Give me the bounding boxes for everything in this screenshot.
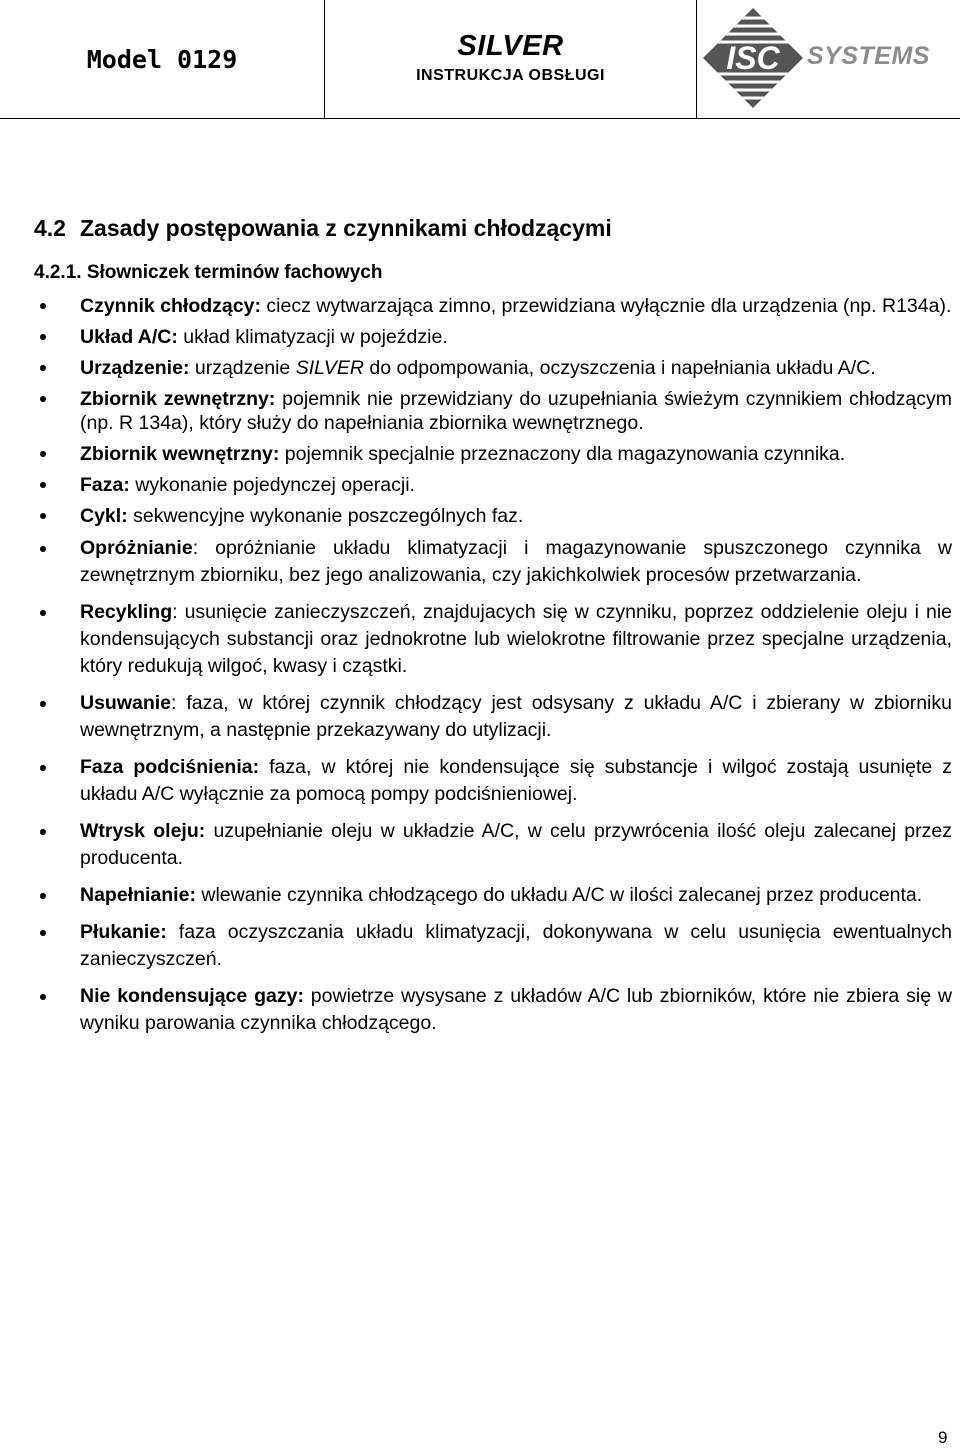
glossary-definition: : faza, w której czynnik chłodzący jest odsysany z układu A/C i zbierany w zbiorniku wewnętrznym, a następnie przekazywany do utylizacji.: [80, 692, 952, 741]
glossary-term: Napełnianie:: [80, 884, 196, 906]
glossary-item: [34, 690, 952, 744]
section-heading: [34, 208, 952, 248]
glossary-definition: ciecz wytwarzająca zimno, przewidziana wyłącznie dla urządzenia (np. R134a).: [260, 295, 952, 317]
glossary-term: Faza:: [80, 474, 130, 496]
glossary-definition: : usunięcie zanieczyszczeń, znajdujacych się w czynniku, poprzez oddzielenie oleju i nie kondensujących substancji oraz jednokrotne lub wielokrotne filtrowanie przez specjalne urządzenia, który redukują wilgoć, kwasy i cząstki.: [80, 601, 952, 677]
glossary-item: [34, 473, 952, 497]
glossary-item: [34, 356, 952, 380]
glossary-term: Układ A/C:: [80, 326, 178, 348]
glossary-term: Czynnik chłodzący:: [80, 295, 261, 317]
glossary-definition: sekwencyjne wykonanie poszczególnych faz.: [127, 505, 524, 527]
model-cell: [0, 0, 325, 118]
glossary-product-name: SILVER: [295, 357, 364, 379]
section-number: 4.2: [34, 215, 66, 241]
glossary-term: Recykling: [80, 601, 173, 623]
manual-subtitle: INSTRUKCJA OBSŁUGI: [416, 67, 605, 84]
glossary-term: Płukanie:: [80, 921, 167, 943]
glossary-term: Zbiornik zewnętrzny:: [80, 388, 276, 410]
svg-text:ISC: ISC: [726, 40, 780, 76]
glossary-item: [34, 325, 952, 349]
model-label: Model 0129: [86, 44, 238, 74]
glossary-list: [34, 535, 952, 1037]
glossary-term: Faza podciśnienia:: [80, 756, 260, 778]
section-title: Zasady postępowania z czynnikami chłodzącymi: [80, 215, 612, 241]
glossary-item: [34, 504, 952, 528]
title-cell: [325, 0, 697, 118]
subsection-heading: 4.2.1. Słowniczek terminów fachowych: [34, 262, 383, 283]
glossary-term: Wtrysk oleju:: [80, 820, 206, 842]
glossary-item: [34, 754, 952, 808]
glossary-term: Nie kondensujące gazy:: [80, 985, 304, 1007]
glossary-item: [34, 818, 952, 872]
page-number: 9: [938, 1428, 948, 1447]
glossary-term: Zbiornik wewnętrzny:: [80, 443, 280, 465]
glossary-term: Usuwanie: [80, 692, 172, 714]
glossary-definition: do odpompowania, oczyszczenia i napełniania układu A/C.: [363, 357, 876, 379]
glossary-item: [34, 294, 952, 318]
glossary-definition: faza, w której nie kondensujące się substancje i wilgoć zostają usunięte z układu A/C wyłącznie za pomocą pompy podciśnieniowej.: [80, 756, 953, 805]
glossary-item: [34, 599, 952, 680]
glossary-definition: urządzenie: [189, 357, 296, 379]
logo-text: SYSTEMS: [807, 42, 930, 70]
glossary-item: [34, 535, 952, 589]
logo-cell: [697, 0, 960, 118]
glossary-definition: uzupełnianie oleju w układzie A/C, w celu przywrócenia ilość oleju zalecanej przez producenta.: [80, 820, 952, 869]
glossary-item: [34, 882, 952, 909]
glossary-definition: pojemnik specjalnie przeznaczony dla magazynowania czynnika.: [279, 443, 846, 465]
glossary-list-compact: [34, 294, 952, 528]
glossary-definition: : opróżnianie układu klimatyzacji i magazynowanie spuszczonego czynnika w zewnętrznym zbiorniku, bez jego analizowania, czy jakichkolwiek procesów przetwarzania.: [80, 537, 952, 586]
product-name: SILVER: [457, 30, 564, 62]
glossary-item: [34, 387, 952, 435]
glossary-term: Cykl:: [80, 505, 128, 527]
page-content: [34, 208, 952, 1047]
page-header: [0, 0, 960, 119]
glossary-definition: powietrze wysysane z układów A/C lub zbiorników, które nie zbiera się w wyniku parowania czynnika chłodzącego.: [80, 985, 952, 1034]
glossary-term: Urządzenie:: [80, 357, 190, 379]
glossary-item: [34, 442, 952, 466]
glossary-item: [34, 919, 952, 973]
glossary-definition: układ klimatyzacji w pojeździe.: [177, 326, 448, 348]
glossary-item: [34, 983, 952, 1037]
isc-logo-icon: [701, 6, 805, 110]
glossary-definition: wykonanie pojedynczej operacji.: [129, 474, 415, 496]
glossary-definition: faza oczyszczania układu klimatyzacji, dokonywana w celu usunięcia ewentualnych zanieczyszczeń.: [80, 921, 952, 970]
glossary-definition: wlewanie czynnika chłodzącego do układu A/C w ilości zalecanej przez producenta.: [195, 884, 923, 906]
glossary-term: Opróżnianie: [80, 537, 193, 559]
glossary-definition: pojemnik nie przewidziany do uzupełniania świeżym czynnikiem chłodzącym (np. R 134a), który służy do napełniania zbiornika wewnętrznego.: [80, 388, 953, 434]
